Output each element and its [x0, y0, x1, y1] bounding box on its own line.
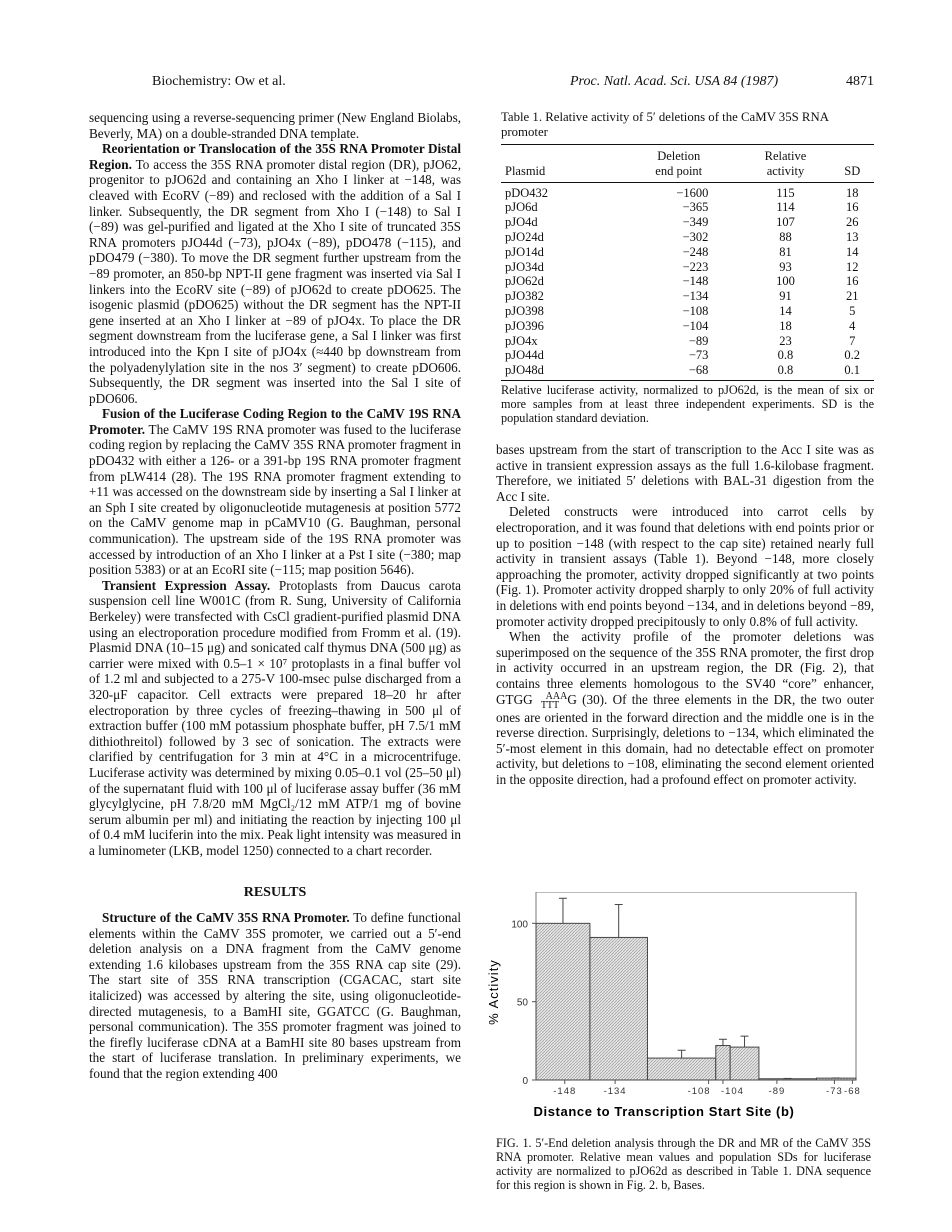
paragraph: Fusion of the Luciferase Coding Region to the CaMV 19S RNA Promoter. The CaMV 19S RNA promoter was fused to the luciferase coding region by replacing the CaMV 35S RNA promoter fragment in pDO432 with either a 126- or a 391-bp 19S RNA promoter fragment from pLW414 (28). The 19S RNA promoter fragment extending to +11 was accessed on the downstream side by inserting a Sal I linker at an Sph I site created by oligonucleotide mutagenesis at position 5772 on the CaMV genome map in pCaMV10 (G. Baughman, personal communication). The upstream side of the 19S RNA promoter was accessed by introduction of an Xho I linker at a Pst I site (−380; map position 5383) or at an EcoRI site (−115; map position 5646). — [89, 406, 461, 578]
running-head-authors: Biochemistry: Ow et al. — [152, 74, 286, 89]
cell-activity: 91 — [779, 289, 792, 304]
column-header: Relative activity — [764, 149, 807, 178]
table-row — [501, 348, 874, 363]
cell-plasmid: pJO6d — [505, 200, 538, 215]
cell-plasmid: pJO14d — [505, 244, 544, 259]
paragraph: bases upstream from the start of transcription to the Acc I site was as active in transient expression assays as the full 1.6-kilobase fragment. Therefore, we initiated 5′ deletions with BAL-31 digestion from the Acc I site. — [496, 442, 874, 504]
cell-sd: 4 — [849, 318, 856, 333]
column-header: Plasmid — [505, 163, 546, 178]
x-tick-label: -108 — [687, 1086, 711, 1097]
cell-end-point: −108 — [682, 303, 709, 318]
y-axis-label: % Activity — [486, 959, 501, 1025]
cell-plasmid: pJO382 — [505, 289, 544, 304]
cell-end-point: −68 — [688, 363, 709, 378]
left-column — [89, 110, 461, 1082]
cell-plasmid: pJO4x — [505, 333, 538, 348]
x-axis-label: Distance to Transcription Start Site (b) — [533, 1104, 795, 1119]
cell-sd: 5 — [849, 303, 856, 318]
cell-activity: 115 — [776, 185, 795, 200]
cell-activity: 88 — [779, 229, 792, 244]
table — [501, 144, 874, 381]
cell-plasmid: pJO396 — [505, 318, 544, 333]
cell-sd: 0.2 — [844, 348, 861, 363]
cell-end-point: −148 — [682, 274, 709, 289]
x-tick-label: -73 — [826, 1086, 843, 1097]
x-tick-label: -68 — [844, 1086, 861, 1097]
cell-end-point: −302 — [682, 229, 709, 244]
cell-activity: 100 — [776, 274, 795, 289]
table-1 — [501, 110, 874, 425]
x-tick-label: -104 — [720, 1086, 744, 1097]
cell-sd: 16 — [845, 200, 859, 215]
table-row — [501, 230, 874, 245]
cell-sd: 12 — [845, 259, 859, 274]
cell-end-point: −134 — [682, 289, 709, 304]
cell-activity: 14 — [779, 303, 792, 318]
cell-sd: 21 — [845, 289, 859, 304]
section-heading: Structure of the CaMV 35S RNA Promoter. — [102, 910, 350, 926]
bar — [730, 1047, 759, 1080]
table-body — [501, 182, 874, 380]
y-tick-label: 50 — [516, 997, 528, 1009]
cell-end-point: −73 — [688, 348, 709, 363]
cell-activity: 107 — [776, 215, 795, 230]
cell-activity: 81 — [779, 244, 792, 259]
x-tick-label: -148 — [553, 1086, 577, 1097]
cell-sd: 26 — [845, 215, 859, 230]
column-header: Deletion end point — [655, 149, 703, 178]
section-heading: Reorientation or Translocation of the 35S RNA Promoter Distal Region. — [89, 141, 461, 172]
bar — [647, 1058, 715, 1080]
paragraph: Transient Expression Assay. Protoplasts from Daucus carota suspension cell line W001C (from R. Sung, University of California Berkeley) were transfected with CsCl gradient-purified plasmid DNA using an electroporation procedure modified from Fromm et al. (19). Plasmid DNA (10–15 μg) and sonicated calf thymus DNA (500 μg) as carrier were mixed with 0.5–1 × 10⁷ protoplasts in a final buffer vol of 1.2 ml and subjected to a 275-V 100-msec pulse discharged from a 320-μF capacitor. Cell extracts were prepared 18–20 hr after electroporation by three cycles of freezing–thawing in 500 μl of extraction buffer (100 mM potassium phosphate buffer, pH 7.5/1 mM dithiothreitol) followed by 3 sec of sonication. The extracts were clarified by centrifugation for 3 min at 4°C in a microcentrifuge. Luciferase activity was determined by mixing 0.05–0.1 vol (25–50 μl) of the supernatant fluid with 100 μl of luciferase assay buffer (36 mM glycylglycine, pH 7.8/20 mM MgCl₂/12 mM ATP/1 mg of bovine serum albumin per ml) and initiating the reaction by injecting 100 μl of 0.4 mM luciferin into the mix. Peak light intensity was measured in a luminometer (LKB, model 1250) connected to a chart recorder. — [89, 577, 461, 858]
y-tick-label: 100 — [511, 919, 528, 931]
running-head-journal: Proc. Natl. Acad. Sci. USA 84 (1987) — [570, 74, 779, 89]
cell-activity: 0.8 — [777, 348, 794, 363]
table-row — [501, 304, 874, 319]
table-row — [501, 274, 874, 289]
paragraph: Reorientation or Translocation of the 35S RNA Promoter Distal Region. To access the 35S RNA promoter distal region (DR), pJO62, progenitor to pJO62d and containing an Xho I linker at −148, was cleaved with EcoRV (−89) and reclosed with the addition of a Sal I linker. Subsequently, the DR segment from Xho I (−148) to Sal I (−89) was gel-purified and ligated at the Xho I site of truncated 35S RNA promoters pJO44d (−73), pJO4x (−89), pDO478 (−115), and pDO479 (−380). To move the DR segment further upstream from the −89 promoter, an 850-bp NPT-II gene fragment was inserted via Sal I linkers into the EcoRV site (−89) of pJO62d to create pDO625. The isogenic plasmid (pDO625) without the DR segment has the NPT-II gene inserted at an Xho I linker at −89 of pJO4x. To place the DR segment downstream from the luciferase gene, a Sal I linker was first introduced into the Kpn I site of pJO4x (≈440 bp downstream from the polyadenylylation site in the nos 3′ segment) to create pDO606. Subsequently, the DR segment was inserted into the Sal I site of pDO606. — [89, 141, 461, 406]
cell-activity: 23 — [779, 333, 792, 348]
cell-end-point: −248 — [682, 244, 709, 259]
cell-end-point: −223 — [682, 259, 709, 274]
table-row — [501, 260, 874, 275]
cell-end-point: −1600 — [676, 185, 709, 200]
paragraph: When the activity profile of the promoter deletions was superimposed on the sequence of the 35S RNA promoter, the first drop in activity occurred in an upstream region, the DR (Fig. 2), that contains three elements homologous to the SV40 “core” enhancer, GTGG AAA TTT G (30). Of the three elements in the DR, the two outer ones are oriented in the forward direction and the middle one is in the reverse direction. Surprisingly, deletions to −134, which eliminated the 5′-most element in this domain, had no detectable effect on promoter activity, but deletions to −108, eliminating the second element oriented in the opposite direction, had a profound effect on promoter activity. — [496, 629, 874, 787]
figure-caption: FIG. 1. 5′-End deletion analysis through the DR and MR of the CaMV 35S RNA promoter. Relative mean values and population SDs for luciferase activity are normalized to pJO62d as described in Table 1. DNA sequence for this region is shown in Fig. 2. b, Bases. — [496, 1136, 871, 1192]
paragraph: sequencing using a reverse-sequencing primer (New England Biolabs, Beverly, MA) on a double-stranded DNA template. — [89, 110, 461, 141]
results-heading: RESULTS — [243, 884, 307, 900]
cell-activity: 0.8 — [777, 363, 794, 378]
section-heading: Transient Expression Assay. — [102, 577, 271, 593]
cell-plasmid: pDO432 — [505, 185, 549, 200]
table-caption: Table 1. Relative activity of 5′ deletions of the CaMV 35S RNA promoter — [501, 110, 829, 139]
paragraph: Structure of the CaMV 35S RNA Promoter. To define functional elements within the CaMV 35S promoter, we carried out a 5′-end deletion analysis on a DNA fragment from the CaMV genome extending 1.6 kilobases upstream from the 35S RNA cap site (29). The start site of 35S RNA transcription (CGACAC, start site italicized) was accessed by altering the site, using oligonucleotide-directed mutagenesis, to a BamHI site, GGATCC (G. Baughman, personal communication). The 35S promoter fragment was joined to the firefly luciferase cDNA at a BamHI site 80 bases upstream from the start of luciferase translation. In preliminary experiments, we found that the region extending 400 — [89, 910, 462, 1082]
table-footnote: Relative luciferase activity, normalized to pJO62d, is the mean of six or more samples from at least three independent experiments. SD is the population standard deviation. — [501, 382, 874, 425]
cell-plasmid: pJO398 — [505, 303, 544, 318]
bar — [759, 1079, 817, 1080]
cell-activity: 93 — [779, 259, 792, 274]
table-row — [501, 245, 874, 260]
y-tick-label: 0 — [522, 1076, 528, 1087]
cell-plasmid: pJO24d — [505, 229, 544, 244]
cell-end-point: −365 — [682, 200, 709, 215]
table-row — [501, 363, 874, 380]
x-tick-label: -134 — [603, 1086, 627, 1097]
bar — [716, 1046, 730, 1080]
table-row — [501, 319, 874, 334]
cell-sd: 0.1 — [844, 363, 861, 378]
cell-sd: 7 — [849, 333, 856, 348]
table-row — [501, 289, 874, 304]
cell-sd: 18 — [845, 185, 859, 200]
cell-activity: 114 — [776, 200, 795, 215]
cell-sd: 13 — [845, 229, 859, 244]
table-row — [501, 182, 874, 200]
bar — [590, 937, 648, 1080]
enhancer-variant: AAA TTT — [540, 690, 568, 711]
cell-plasmid: pJO34d — [505, 259, 544, 274]
cell-plasmid: pJO44d — [505, 348, 544, 363]
paragraph: Deleted constructs were introduced into carrot cells by electroporation, and it was found that deletions with end points prior or up to position −148 (with respect to the cap site) retained nearly full activity in transient assays (Table 1). Beyond −148, more closely approaching the promoter, activity dropped significantly at two points (Fig. 1). Promoter activity dropped sharply to only 20% of full activity in deletions with end points beyond −134, and in deletions beyond −89, promoter activity dropped precipitously to only 0.8% of full activity. — [496, 504, 874, 629]
cell-plasmid: pJO48d — [505, 363, 544, 378]
column-header: SD — [844, 163, 861, 178]
cell-end-point: −349 — [682, 215, 709, 230]
cell-plasmid: pJO4d — [505, 215, 538, 230]
cell-plasmid: pJO62d — [505, 274, 544, 289]
page-number: 4871 — [846, 74, 874, 89]
cell-sd: 14 — [845, 244, 859, 259]
table-row — [501, 215, 874, 230]
right-column — [496, 442, 874, 787]
bar — [536, 923, 590, 1080]
table-row — [501, 200, 874, 215]
cell-activity: 18 — [779, 318, 792, 333]
cell-sd: 16 — [845, 274, 859, 289]
figure-1-chart — [482, 892, 874, 1124]
section-heading: Fusion of the Luciferase Coding Region to the CaMV 19S RNA Promoter. — [89, 406, 461, 437]
cell-end-point: −104 — [682, 318, 709, 333]
x-tick-label: -89 — [768, 1086, 786, 1097]
table-row — [501, 334, 874, 349]
cell-end-point: −89 — [688, 333, 709, 348]
